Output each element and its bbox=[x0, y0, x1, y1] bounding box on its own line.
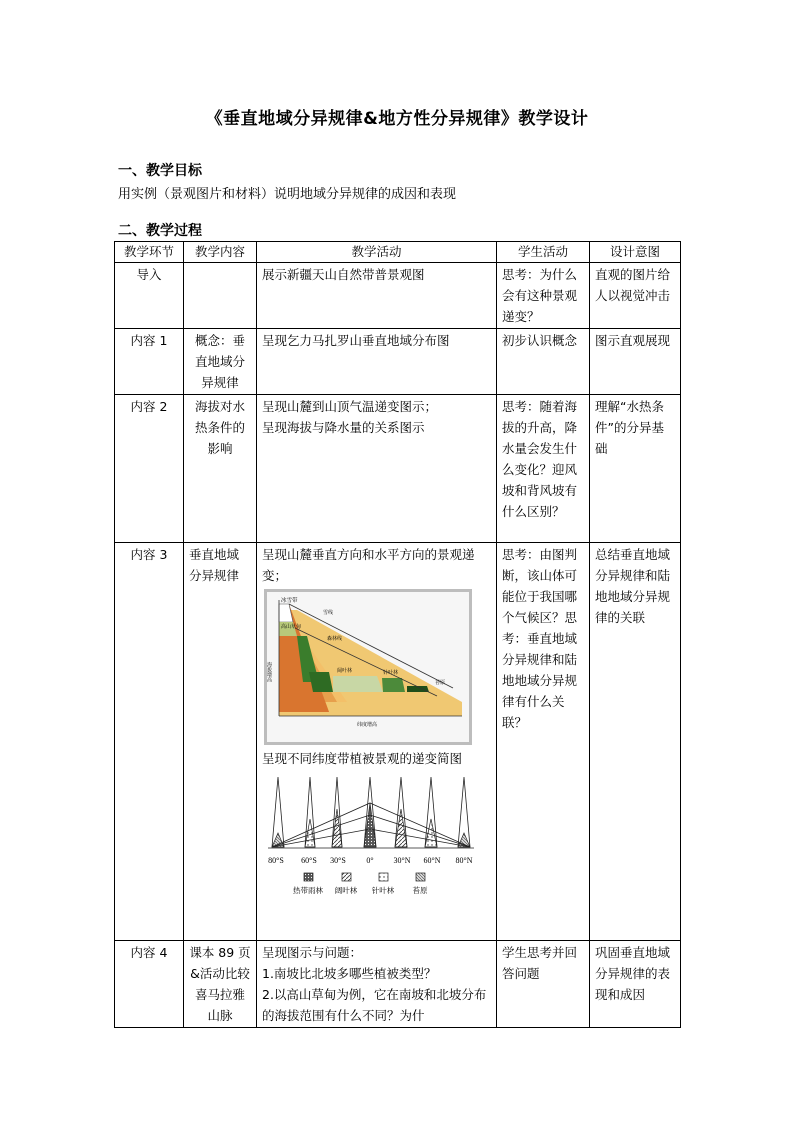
table-header-row bbox=[115, 242, 681, 263]
content-cell: 概念：垂直地域分异规律 bbox=[184, 329, 257, 395]
intent-cell: 直观的图片给人以视觉冲击 bbox=[590, 263, 681, 329]
label-forestline: 森林线 bbox=[327, 636, 343, 642]
legend-label: 阔叶林 bbox=[334, 886, 358, 895]
activity-line: 呈现图示与问题： bbox=[262, 945, 363, 960]
activity-cell bbox=[257, 941, 497, 1028]
legend-label: 热带雨林 bbox=[293, 886, 323, 895]
stage-cell: 内容 2 bbox=[115, 395, 184, 543]
content-cell: 课本 89 页&活动比较喜马拉雅山脉 bbox=[184, 941, 257, 1028]
activity-line: 展示新疆天山自然带普景观图 bbox=[262, 267, 425, 282]
lat-tick: 80°N bbox=[455, 856, 473, 865]
intent-cell: 总结垂直地域分异规律和陆地地域分异规律的关联 bbox=[590, 543, 681, 941]
stage-cell: 内容 1 bbox=[115, 329, 184, 395]
student-cell: 思考：为什么会有这种景观递变？ bbox=[497, 263, 590, 329]
activity-cell bbox=[257, 543, 497, 941]
lat-tick: 60°S bbox=[301, 856, 317, 865]
table-row bbox=[115, 329, 681, 395]
label-ice: 冰雪带 bbox=[281, 598, 298, 604]
mountain-zonation-figure bbox=[264, 589, 472, 745]
activity-line: 呈现山麓垂直方向和水平方向的景观递变； bbox=[262, 547, 475, 583]
activity-line: 1.南坡比北坡多哪些植被类型？ bbox=[262, 966, 437, 981]
table-header: 教学环节 bbox=[115, 242, 184, 263]
student-cell: 思考：随着海拔的升高，降水量会发生什么变化？迎风坡和背风坡有什么区别？ bbox=[497, 395, 590, 543]
activity-line: 呈现山麓到山顶气温递变图示； bbox=[262, 399, 438, 414]
student-cell: 思考：由图判断，该山体可能位于我国哪个气候区？思考：垂直地域分异规律和陆地地域分异规律有什么关联？ bbox=[497, 543, 590, 941]
lat-tick: 30°N bbox=[393, 856, 411, 865]
table-header: 教学活动 bbox=[257, 242, 497, 263]
table-header: 教学内容 bbox=[184, 242, 257, 263]
label-tundra: 苔原 bbox=[435, 680, 446, 686]
label-meadow: 高山草甸 bbox=[281, 624, 302, 630]
legend-label: 苔原 bbox=[412, 886, 428, 895]
student-cell: 初步认识概念 bbox=[497, 329, 590, 395]
lat-tick: 60°N bbox=[423, 856, 441, 865]
content-cell bbox=[184, 263, 257, 329]
activity-cell bbox=[257, 395, 497, 543]
stage-cell: 内容 4 bbox=[115, 941, 184, 1028]
table-row bbox=[115, 543, 681, 941]
content-cell: 垂直地域分异规律 bbox=[184, 543, 257, 941]
label-broadleaf: 阔叶林 bbox=[337, 668, 353, 674]
section1-text: 用实例（景观图片和材料）说明地域分异规律的成因和表现 bbox=[118, 187, 457, 202]
table-row bbox=[115, 941, 681, 1028]
table-header: 学生活动 bbox=[497, 242, 590, 263]
activity-cell bbox=[257, 329, 497, 395]
section1-heading: 一、教学目标 bbox=[118, 163, 202, 179]
mountain-diagram bbox=[267, 592, 469, 742]
label-altitude: 海拔增高 bbox=[266, 662, 272, 682]
table-header: 设计意图 bbox=[590, 242, 681, 263]
lat-tick: 30°S bbox=[330, 856, 346, 865]
label-latitude: 纬度增高 bbox=[357, 722, 378, 728]
lat-tick: 0° bbox=[366, 856, 374, 865]
latitude-vegetation-figure bbox=[262, 771, 490, 911]
activity-line: 2.以高山草甸为例，它在南坡和北坡分布的海拔范围有什么不同？为什 bbox=[262, 987, 487, 1023]
legend-label: 针叶林 bbox=[371, 886, 395, 895]
intent-cell: 理解“水热条件”的分异基础 bbox=[590, 395, 681, 543]
activity-line: 呈现乞力马扎罗山垂直地域分布图 bbox=[262, 333, 450, 348]
label-snowline: 雪线 bbox=[323, 610, 334, 616]
stage-cell: 导入 bbox=[115, 263, 184, 329]
intent-cell: 图示直观展现 bbox=[590, 329, 681, 395]
intent-cell: 巩固垂直地域分异规律的表现和成因 bbox=[590, 941, 681, 1028]
table-row bbox=[115, 395, 681, 543]
activity-cell bbox=[257, 263, 497, 329]
content-cell: 海拔对水热条件的影响 bbox=[184, 395, 257, 543]
page-title: 《垂直地域分异规律&地方性分异规律》教学设计 bbox=[205, 109, 589, 129]
lat-tick: 80°S bbox=[268, 856, 284, 865]
activity-line: 呈现海拔与降水量的关系图示 bbox=[262, 420, 425, 435]
label-conifer: 针叶林 bbox=[383, 670, 399, 676]
activity-line: 呈现不同纬度带植被景观的递变简图 bbox=[262, 751, 463, 766]
table-row bbox=[115, 263, 681, 329]
lesson-table bbox=[114, 241, 681, 1028]
stage-cell: 内容 3 bbox=[115, 543, 184, 941]
section2-heading: 二、教学过程 bbox=[118, 223, 202, 239]
student-cell: 学生思考并回答问题 bbox=[497, 941, 590, 1028]
